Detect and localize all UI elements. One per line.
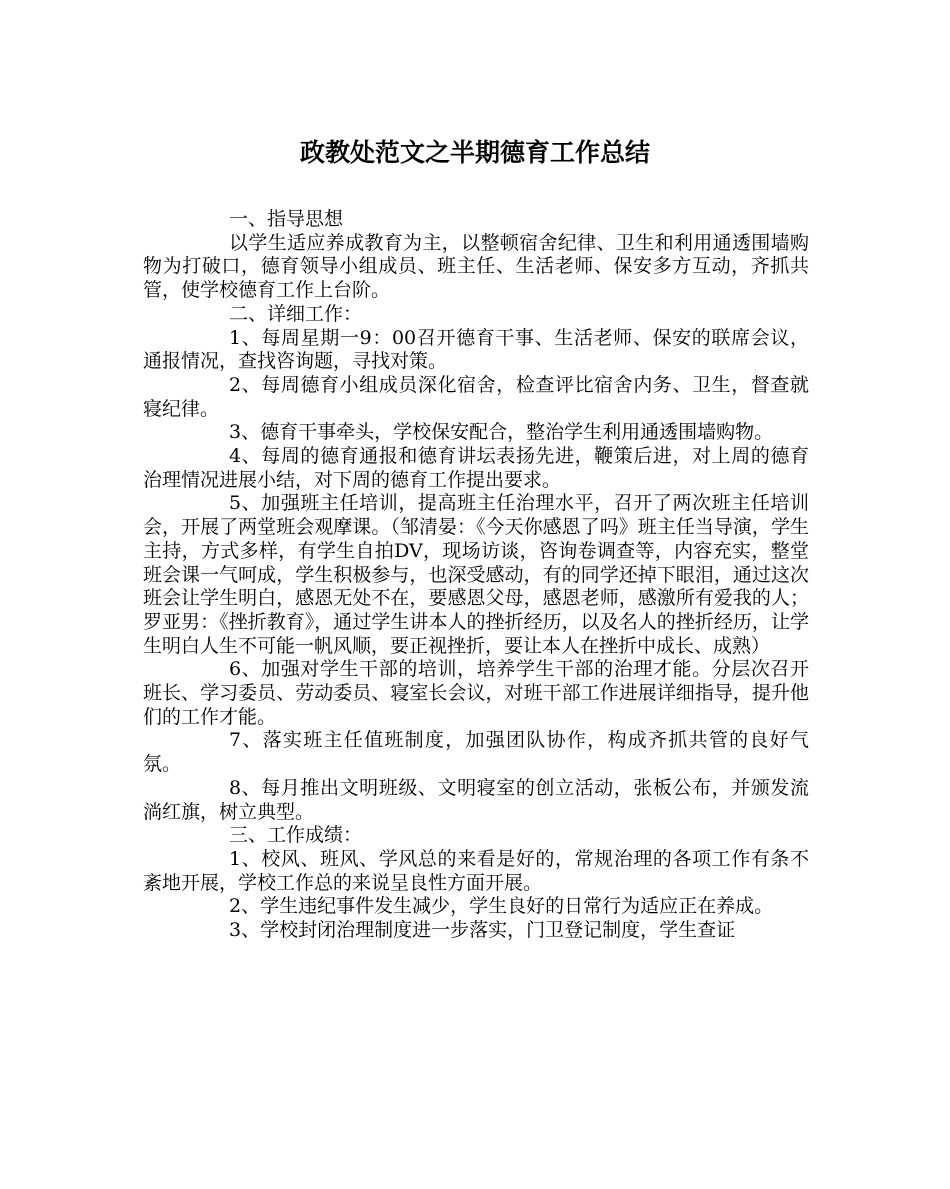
list-item: 4、每周的德育通报和德育讲坛表扬先进，鞭策后进，对上周的德育治理情况进展小结，对下周的德育工作提出要求。 bbox=[143, 445, 809, 491]
section-heading-guiding-ideology: 一、指导思想 bbox=[229, 208, 344, 230]
list-item: 8、每月推出文明班级、文明寝室的创立活动，张板公布，并颁发流淌红旗，树立典型。 bbox=[143, 776, 809, 823]
list-item: 1、校风、班风、学风总的来看是好的，常规治理的各项工作有条不紊地开展，学校工作总的来说呈良性方面开展。 bbox=[143, 847, 809, 894]
list-item: 1、每周星期一9：00召开德育干事、生活老师、保安的联席会议，通报情况，查找咨询题，寻找对策。 bbox=[143, 326, 809, 373]
list-item: 6、加强对学生干部的培训，培养学生干部的治理才能。分层次召开班长、学习委员、劳动委员、寝室长会议，对班干部工作进展详细指导，提升他们的工作才能。 bbox=[143, 658, 809, 728]
list-item: 2、每周德育小组成员深化宿舍，检查评比宿舍内务、卫生，督查就寝纪律。 bbox=[143, 373, 809, 420]
section-heading-detailed-work: 二、详细工作： bbox=[229, 302, 363, 325]
document-body bbox=[143, 208, 809, 943]
list-item: 7、落实班主任值班制度，加强团队协作，构成齐抓共管的良好气氛。 bbox=[143, 729, 809, 776]
document-title: 政教处范文之半期德育工作总结 bbox=[299, 138, 650, 167]
list-item: 5、加强班主任培训，提高班主任治理水平，召开了两次班主任培训会，开展了两堂班会观摩课。（邹清晏：《今天你感恩了吗》班主任当导演，学生主持，方式多样，有学生自拍DV，现场访谈，咨询卷调查等，内容充实，整堂班会课一气呵成，学生积极参与，也深受感动，有的同学还掉下眼泪，通过这次班会让学生明白，感恩无处不在，要感恩父母，感恩老师，感激所有爱我的人；罗亚男：《挫折教育》，通过学生讲本人的挫折经历，以及名人的挫折经历，让学生明白人生不可能一帆风顺，要正视挫折，要让本人在挫折中成长、成熟） bbox=[143, 492, 809, 657]
paragraph: 以学生适应养成教育为主，以整顿宿舍纪律、卫生和利用通透围墙购物为打破口，德育领导小组成员、班主任、生活老师、保安多方互动，齐抓共管，使学校德育工作上台阶。 bbox=[143, 231, 809, 302]
list-item: 3、学校封闭治理制度进一步落实，门卫登记制度，学生查证 bbox=[229, 919, 736, 942]
list-item: 3、德育干事牵头，学校保安配合，整治学生利用通透围墙购物。 bbox=[229, 421, 774, 444]
list-item: 2、学生违纪事件发生减少，学生良好的日常行为适应正在养成。 bbox=[229, 895, 774, 918]
section-heading-work-results: 三、工作成绩： bbox=[229, 824, 363, 847]
